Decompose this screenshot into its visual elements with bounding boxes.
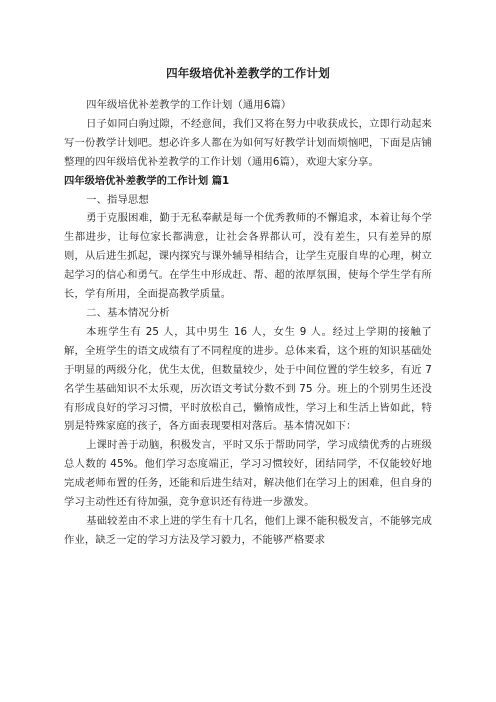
paragraph: 本班学生有 25 人，其中男生 16 人，女生 9 人。经过上学期的接触了解，全班学生的语文成绩有了不同程度的进步。总体来看，这个班的知识基础处于明显的两级分化，优生太优，但数量较少，处于中间位置的学生较多，有近 7 名学生基础知识不太乐观，历次语文考试分数不到 75 分。班上的个别男生还没有形成良好的学习习惯，平时放松自己，懒惰成性，学习上和生活上皆如此，特别是特殊家庭的孩子，各方面表现要相对落后。基本情况如下：: [64, 325, 432, 433]
paragraph: 基础较差由不求上进的学生有十几名，他们上课不能积极发言，不能够完成作业，缺乏一定的学习方法及学习毅力，不能够严格要求: [64, 514, 432, 546]
paragraph: 上课时善于动脑，积极发言，平时又乐于帮助同学，学习成绩优秀的占班级总人数的 45%。他们学习态度端正，学习习惯较好，团结同学，不仅能较好地完成老师布置的任务，还能和后进生结对，解决他们在学习上的困难，但自身的学习主动性还有待加强，竞争意识还有待进一步激发。: [64, 439, 432, 509]
paragraph: 四年级培优补差教学的工作计划（通用6篇）: [86, 99, 292, 111]
paragraph: 勇于克服困难，勤于无私奉献是每一个优秀教师的不懈追求，本着让每个学生都进步，让每位家长都满意，让社会各界都认可，没有差生，只有差异的原则，从后进生抓起，课内探究与课外辅导相结合，让学生克服自卑的心理，树立起学习的信心和勇气。在学生中形成赶、帮、超的浓厚氛围，使每个学生学有所长，学有所用，全面提高教学质量。: [64, 212, 432, 301]
section-heading: 四年级培优补差教学的工作计划 篇1: [64, 174, 230, 187]
document-title: 四年级培优补差教学的工作计划: [166, 66, 330, 80]
document-body: [64, 96, 432, 550]
paragraph: 日子如同白驹过隙，不经意间，我们又将在努力中收获成长，立即行动起来写一份教学计划吧。想必许多人都在为如何写好教学计划而烦恼吧，下面是店铺整理的四年级培优补差教学的工作计划（通用6篇），欢迎大家分享。: [64, 117, 432, 168]
paragraph: 一、指导思想: [86, 193, 149, 206]
paragraph: 二、基本情况分析: [86, 306, 170, 319]
